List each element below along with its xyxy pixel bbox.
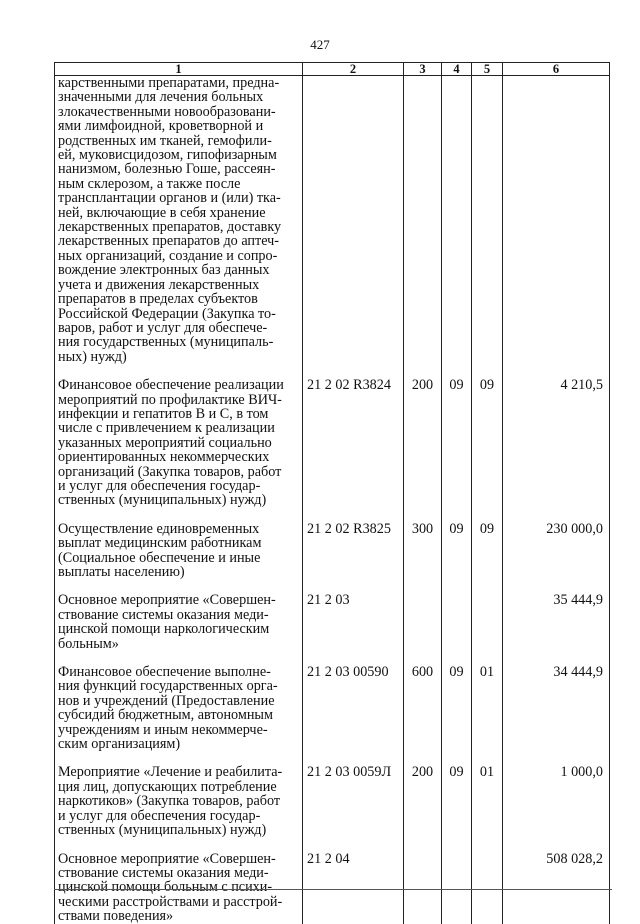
row-section: 09: [442, 522, 472, 580]
description-line: ней, включающие в себя хранение: [58, 204, 266, 221]
row-code: 21 2 03 0059Л: [303, 765, 404, 837]
description-line: и услуг для обеспечения государ-: [58, 807, 261, 824]
header-col-2: 2: [303, 63, 404, 76]
table-row: [55, 852, 610, 924]
row-expense-type: 200: [404, 378, 442, 508]
description-line: (Социальное обеспечение и иные: [58, 549, 261, 566]
page-number: 427: [310, 37, 330, 52]
header-col-5: 5: [472, 63, 503, 76]
header-col-1: 1: [55, 63, 303, 76]
header-col-3: 3: [404, 63, 442, 76]
row-spacer: [55, 508, 610, 522]
table-row: [55, 522, 610, 580]
description-line: мероприятий по профилактике ВИЧ-: [58, 391, 282, 408]
row-subsection: [472, 593, 503, 651]
description-line: числе с привлечением к реализации: [58, 420, 275, 437]
description-line: вождение электронных баз данных: [58, 262, 270, 279]
table-row: [55, 378, 610, 508]
row-spacer: [55, 364, 610, 378]
row-code: 21 2 02 R3824: [303, 378, 404, 508]
description-line: цинской помощи наркологическим: [58, 621, 270, 638]
row-expense-type: 600: [404, 665, 442, 751]
row-section: 09: [442, 378, 472, 508]
description-line: Мероприятие «Лечение и реабилита-: [58, 764, 283, 781]
table-row: [55, 665, 610, 751]
row-expense-type: [404, 593, 442, 651]
description-line: инфекции и гепатитов В и С, в том: [58, 405, 269, 422]
row-section: 09: [442, 665, 472, 751]
description-line: нанизмом, болезнью Гоше, рассеян-: [58, 161, 276, 178]
description-line: ей, муковисцидозом, гипофизарным: [58, 147, 277, 164]
description-line: указанных мероприятий социально: [58, 434, 272, 451]
row-expense-type: 200: [404, 765, 442, 837]
description-line: ния функций государственных орга-: [58, 678, 278, 695]
description-line: цинской помощи больным с психи-: [58, 879, 273, 896]
row-expense-type: [404, 852, 442, 924]
row-section: 09: [442, 765, 472, 837]
description-line: ческими расстройствами и расстрой-: [58, 893, 283, 910]
row-description: [55, 665, 303, 751]
row-amount: 230 000,0: [503, 522, 610, 580]
table-row: [55, 593, 610, 651]
description-line: выплаты населению): [58, 564, 185, 580]
description-line: больным»: [58, 635, 119, 652]
row-spacer: [55, 751, 610, 765]
row-description: [55, 765, 303, 837]
description-line: Основное мероприятие «Совершен-: [58, 850, 276, 867]
row-amount: 34 444,9: [503, 665, 610, 751]
row-description: [55, 852, 303, 924]
row-code: 21 2 04: [303, 852, 404, 924]
description-line: Российской Федерации (Закупка то-: [58, 305, 276, 322]
description-line: ствование системы оказания меди-: [58, 864, 269, 881]
row-subsection: 01: [472, 765, 503, 837]
description-line: Основное мероприятие «Совершен-: [58, 592, 276, 609]
description-line: ных организаций, создание и сопро-: [58, 247, 278, 264]
row-code: 21 2 03 00590: [303, 665, 404, 751]
description-line: ным склерозом, а также после: [58, 175, 241, 192]
header-col-6: 6: [503, 63, 610, 76]
row-spacer: [55, 651, 610, 665]
description-line: организаций (Закупка товаров, работ: [58, 463, 282, 480]
row-subsection: [472, 852, 503, 924]
description-line: варов, работ и услуг для обеспече-: [58, 319, 268, 336]
description-line: ствование системы оказания меди-: [58, 606, 269, 623]
description-line: ориентированных некоммерческих: [58, 449, 270, 466]
description-line: ями лимфоидной, кроветворной и: [58, 118, 264, 135]
row-amount: [503, 76, 610, 365]
row-code: [303, 76, 404, 365]
row-expense-type: [404, 76, 442, 365]
description-line: лекарственных препаратов, доставку: [58, 219, 282, 236]
bottom-rule: [54, 889, 612, 890]
row-section: [442, 852, 472, 924]
description-line: и услуг для обеспечения государ-: [58, 477, 261, 494]
table-row: [55, 765, 610, 837]
row-spacer: [55, 579, 610, 593]
description-line: ственных (муниципальных) нужд): [58, 822, 267, 839]
description-line: учета и движения лекарственных: [58, 276, 260, 293]
budget-table: [54, 62, 610, 924]
row-subsection: [472, 76, 503, 365]
description-line: лекарственных препаратов до аптеч-: [58, 233, 280, 250]
description-line: трансплантации органов и (или) тка-: [58, 190, 281, 207]
row-description: [55, 76, 303, 365]
description-line: злокачественными новообразовани-: [58, 103, 276, 120]
table-body: [55, 76, 610, 924]
row-subsection: 01: [472, 665, 503, 751]
header-col-4: 4: [442, 63, 472, 76]
row-amount: 508 028,2: [503, 852, 610, 924]
row-amount: 35 444,9: [503, 593, 610, 651]
description-line: ским организациям): [58, 736, 181, 753]
description-line: родственных им тканей, гемофили-: [58, 132, 272, 149]
row-amount: 1 000,0: [503, 765, 610, 837]
row-description: [55, 522, 303, 580]
description-line: Финансовое обеспечение реализации: [58, 377, 284, 394]
description-line: ния государственных (муниципаль-: [58, 334, 274, 351]
row-description: [55, 593, 303, 651]
description-line: ных) нужд): [58, 348, 127, 365]
description-line: нов и учреждений (Предоставление: [58, 692, 275, 709]
row-description: [55, 378, 303, 508]
description-line: Финансовое обеспечение выполне-: [58, 664, 271, 681]
row-section: [442, 76, 472, 365]
description-line: ствами поведения»: [58, 908, 174, 924]
description-line: ственных (муниципальных) нужд): [58, 492, 267, 509]
header-row: [55, 63, 610, 76]
description-line: препаратов в пределах субъектов: [58, 291, 258, 308]
row-code: 21 2 02 R3825: [303, 522, 404, 580]
description-line: Осуществление единовременных: [58, 520, 260, 537]
row-spacer: [55, 838, 610, 852]
row-amount: 4 210,5: [503, 378, 610, 508]
description-line: учреждениям и иным некоммерче-: [58, 721, 268, 738]
row-expense-type: 300: [404, 522, 442, 580]
description-line: карственными препаратами, предна-: [58, 75, 280, 91]
row-subsection: 09: [472, 378, 503, 508]
description-line: субсидий бюджетным, автономным: [58, 707, 273, 724]
table-row: [55, 76, 610, 365]
row-section: [442, 593, 472, 651]
row-code: 21 2 03: [303, 593, 404, 651]
description-line: наркотиков» (Закупка товаров, работ: [58, 793, 281, 810]
row-subsection: 09: [472, 522, 503, 580]
description-line: выплат медицинским работникам: [58, 535, 262, 552]
description-line: ция лиц, допускающих потребление: [58, 778, 277, 795]
description-line: значенными для лечения больных: [58, 89, 264, 106]
